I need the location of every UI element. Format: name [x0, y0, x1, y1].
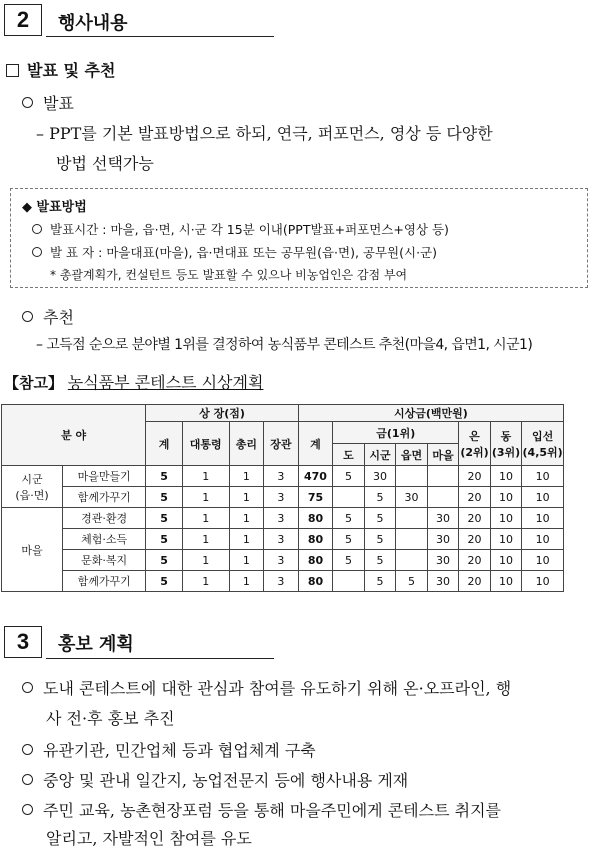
gold-village-cell	[427, 487, 459, 508]
gold-village-cell: 30	[427, 571, 459, 592]
reference-heading	[4, 370, 263, 393]
table-row	[2, 571, 564, 592]
minister-cell: 3	[264, 571, 299, 592]
circle-bullet-icon	[22, 682, 33, 693]
section-title: 행사내용	[58, 13, 128, 34]
pm-cell: 1	[229, 571, 264, 592]
table-row	[2, 508, 564, 529]
prize-total-cell: 80	[298, 508, 333, 529]
gold-town-cell	[396, 550, 428, 571]
prize-total-cell: 80	[298, 571, 333, 592]
item-presentation: 발표	[22, 91, 74, 114]
pm-cell: 1	[229, 550, 264, 571]
gold-village-cell: 30	[427, 529, 459, 550]
field-name-cell: 문화·복지	[62, 550, 145, 571]
silver-cell: 20	[459, 466, 491, 487]
promo-item-cont: 사 전·후 홍보 추진	[46, 709, 175, 728]
circle-bullet-icon	[22, 97, 33, 108]
gold-province-cell: 5	[333, 529, 365, 550]
gold-province-cell: 5	[333, 550, 365, 571]
award-total-cell: 5	[146, 571, 183, 592]
silver-header: 은 (2위)	[459, 422, 491, 466]
promo-item-cont: 알리고, 자발적인 참여를 유도	[46, 829, 252, 848]
merit-cell: 10	[522, 487, 564, 508]
award-total-cell: 5	[146, 529, 183, 550]
gold-town-cell: 5	[396, 571, 428, 592]
presentation-desc-line1: – PPT를 기본 발표방법으로 하되, 연극, 퍼포먼스, 영상 등 다양한	[36, 124, 493, 143]
president-cell: 1	[182, 466, 229, 487]
gold-city-cell: 5	[364, 529, 396, 550]
president-cell: 1	[182, 487, 229, 508]
table-row	[2, 529, 564, 550]
circle-bullet-icon	[22, 311, 33, 322]
circle-bullet-icon	[22, 744, 33, 755]
award-total-cell: 5	[146, 487, 183, 508]
merit-cell: 10	[522, 550, 564, 571]
circle-bullet-icon	[32, 224, 42, 234]
field-name-cell: 함께가꾸기	[62, 487, 145, 508]
recommendation-desc: – 고득점 순으로 분야별 1위를 결정하여 농식품부 콘테스트 추천(마을4, 읍면1, 시군1)	[36, 337, 533, 353]
award-total-cell: 5	[146, 550, 183, 571]
bronze-cell: 10	[490, 508, 522, 529]
merit-header: 입선 (4,5위)	[522, 422, 564, 466]
promo-item: 유관기관, 민간업체 등과 협업체계 구축	[22, 738, 316, 761]
reference-title: 농식품부 콘테스트 시상계획	[67, 373, 264, 392]
minister-cell: 3	[264, 508, 299, 529]
field-name-cell: 마을만들기	[62, 466, 145, 487]
minister-cell: 3	[264, 529, 299, 550]
prize-total-cell: 80	[298, 550, 333, 571]
merit-cell: 10	[522, 466, 564, 487]
silver-cell: 20	[459, 571, 491, 592]
box-title: ◆ 발표방법	[22, 200, 87, 215]
prize-total-header: 계	[298, 422, 333, 466]
pm-cell: 1	[229, 508, 264, 529]
item-recommendation: 추천	[22, 305, 74, 328]
presentation-desc-line2: 방법 선택가능	[56, 154, 154, 173]
prize-total-cell: 470	[298, 466, 333, 487]
section-number-badge: 2	[4, 4, 42, 36]
gold-town-header: 읍면	[396, 444, 428, 466]
pm-cell: 1	[229, 529, 264, 550]
field-header: 분 야	[2, 405, 146, 466]
gold-province-cell	[333, 571, 365, 592]
gold-town-cell	[396, 529, 428, 550]
gold-village-header: 마을	[427, 444, 459, 466]
box-line-time: 발표시간 : 마을, 읍·면, 시·군 각 15분 이내(PPT발표+퍼포먼스+영상 등)	[32, 220, 449, 238]
gold-village-cell: 30	[427, 550, 459, 571]
minister-header: 장관	[264, 422, 299, 466]
gold-town-cell	[396, 466, 428, 487]
reference-tag: 【참고】	[4, 374, 63, 392]
section-underline	[46, 36, 274, 37]
circle-bullet-icon	[32, 247, 42, 257]
bronze-cell: 10	[490, 550, 522, 571]
silver-cell: 20	[459, 529, 491, 550]
silver-cell: 20	[459, 550, 491, 571]
promo-item: 주민 교육, 농촌현장포럼 등을 통해 마을주민에게 콘테스트 취지를	[22, 798, 501, 821]
gold-city-cell: 5	[364, 571, 396, 592]
prize-header: 시상금(백만원)	[298, 405, 563, 422]
president-cell: 1	[182, 508, 229, 529]
subsection-heading: 발표 및 추천	[6, 58, 115, 81]
box-note: * 총괄계획가, 컨설턴트 등도 발표할 수 있으나 비농업인은 감점 부여	[50, 268, 408, 282]
pm-header: 총리	[229, 422, 264, 466]
president-header: 대통령	[182, 422, 229, 466]
box-line-presenter: 발 표 자 : 마을대표(마을), 읍·면대표 또는 공무원(읍·면), 공무원(시·군)	[32, 243, 437, 261]
group-label: 시군 (읍·면)	[2, 466, 63, 508]
bronze-cell: 10	[490, 571, 522, 592]
gold-province-cell: 5	[333, 466, 365, 487]
merit-cell: 10	[522, 529, 564, 550]
award-total-header: 계	[146, 422, 183, 466]
gold-town-cell	[396, 508, 428, 529]
merit-cell: 10	[522, 571, 564, 592]
president-cell: 1	[182, 571, 229, 592]
section-title: 홍보 계획	[58, 634, 134, 655]
president-cell: 1	[182, 529, 229, 550]
promo-item: 중앙 및 관내 일간지, 농업전문지 등에 행사내용 게재	[22, 768, 408, 791]
prize-total-cell: 75	[298, 487, 333, 508]
section-underline	[46, 658, 274, 659]
gold-province-cell: 5	[333, 508, 365, 529]
merit-cell: 10	[522, 508, 564, 529]
field-name-cell: 경관·환경	[62, 508, 145, 529]
gold-city-cell: 30	[364, 466, 396, 487]
table-row	[2, 466, 564, 487]
award-total-cell: 5	[146, 508, 183, 529]
gold-province-header: 도	[333, 444, 365, 466]
minister-cell: 3	[264, 466, 299, 487]
field-name-cell: 체험·소득	[62, 529, 145, 550]
president-cell: 1	[182, 550, 229, 571]
minister-cell: 3	[264, 550, 299, 571]
gold-province-cell	[333, 487, 365, 508]
bronze-cell: 10	[490, 466, 522, 487]
award-table	[1, 404, 564, 592]
bronze-cell: 10	[490, 529, 522, 550]
promo-item: 도내 콘테스트에 대한 관심과 참여를 유도하기 위해 온·오프라인, 행	[22, 676, 511, 699]
bronze-header: 동 (3위)	[490, 422, 522, 466]
circle-bullet-icon	[22, 804, 33, 815]
gold-town-cell: 30	[396, 487, 428, 508]
award-header: 상 장(점)	[146, 405, 298, 422]
gold-village-cell: 30	[427, 508, 459, 529]
gold-village-cell	[427, 466, 459, 487]
gold-city-cell: 5	[364, 508, 396, 529]
group-label: 마을	[2, 508, 63, 592]
field-name-cell: 함께가꾸기	[62, 571, 145, 592]
circle-bullet-icon	[22, 774, 33, 785]
table-row	[2, 550, 564, 571]
minister-cell: 3	[264, 487, 299, 508]
prize-total-cell: 80	[298, 529, 333, 550]
bronze-cell: 10	[490, 487, 522, 508]
section-number-badge: 3	[4, 626, 42, 658]
gold-header: 금(1위)	[333, 422, 459, 444]
pm-cell: 1	[229, 487, 264, 508]
silver-cell: 20	[459, 508, 491, 529]
table-row	[2, 487, 564, 508]
gold-city-cell: 5	[364, 487, 396, 508]
gold-city-cell: 5	[364, 550, 396, 571]
award-total-cell: 5	[146, 466, 183, 487]
square-bullet-icon	[6, 64, 19, 77]
silver-cell: 20	[459, 487, 491, 508]
pm-cell: 1	[229, 466, 264, 487]
gold-city-header: 시군	[364, 444, 396, 466]
